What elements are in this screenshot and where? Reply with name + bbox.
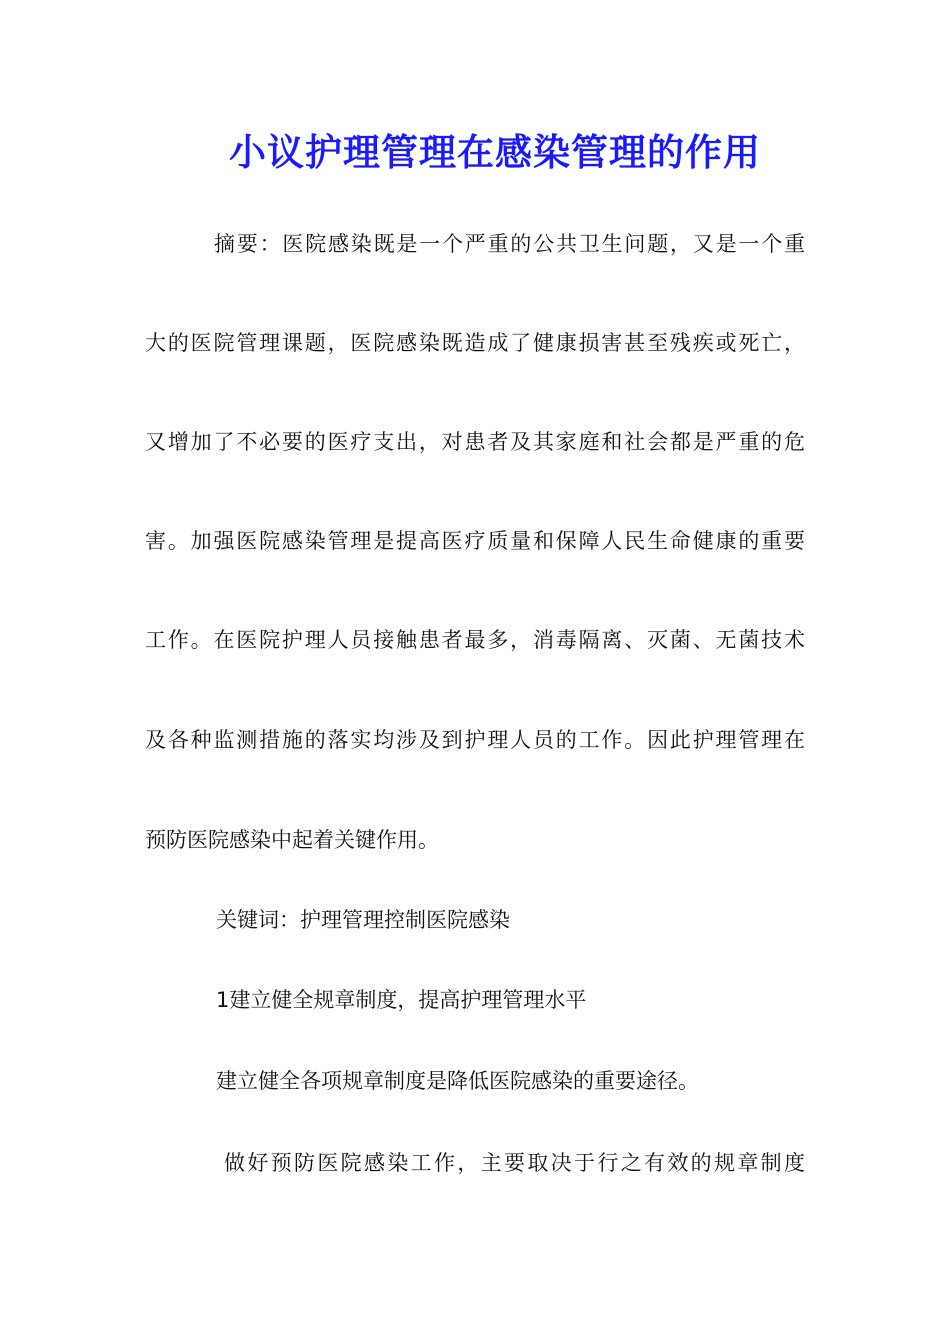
abstract-line-5: 工作。在医院护理人员接触患者最多，消毒隔离、灭菌、无菌技术 bbox=[145, 628, 805, 652]
abstract-line-2: 大的医院管理课题，医院感染既造成了健康损害甚至残疾或死亡， bbox=[145, 331, 805, 355]
abstract-line-1: 摘要：医院感染既是一个严重的公共卫生问题，又是一个重 bbox=[214, 232, 805, 256]
section-1-paragraph-2: 做好预防医院感染工作，主要取决于行之有效的规章制度 bbox=[224, 1151, 805, 1175]
keywords: 关键词：护理管理控制医院感染 bbox=[216, 908, 510, 932]
section-1-paragraph-1: 建立健全各项规章制度是降低医院感染的重要途径。 bbox=[216, 1069, 699, 1093]
document-title: 小议护理管理在感染管理的作用 bbox=[229, 130, 761, 174]
section-1-heading: 1建立健全规章制度，提高护理管理水平 bbox=[216, 988, 587, 1012]
abstract-line-7: 预防医院感染中起着关键作用。 bbox=[145, 828, 439, 852]
abstract-line-3: 又增加了不必要的医疗支出，对患者及其家庭和社会都是严重的危 bbox=[145, 430, 805, 454]
abstract-line-6: 及各种监测措施的落实均涉及到护理人员的工作。因此护理管理在 bbox=[145, 728, 805, 752]
abstract-line-4: 害。加强医院感染管理是提高医疗质量和保障人民生命健康的重要 bbox=[145, 529, 805, 553]
